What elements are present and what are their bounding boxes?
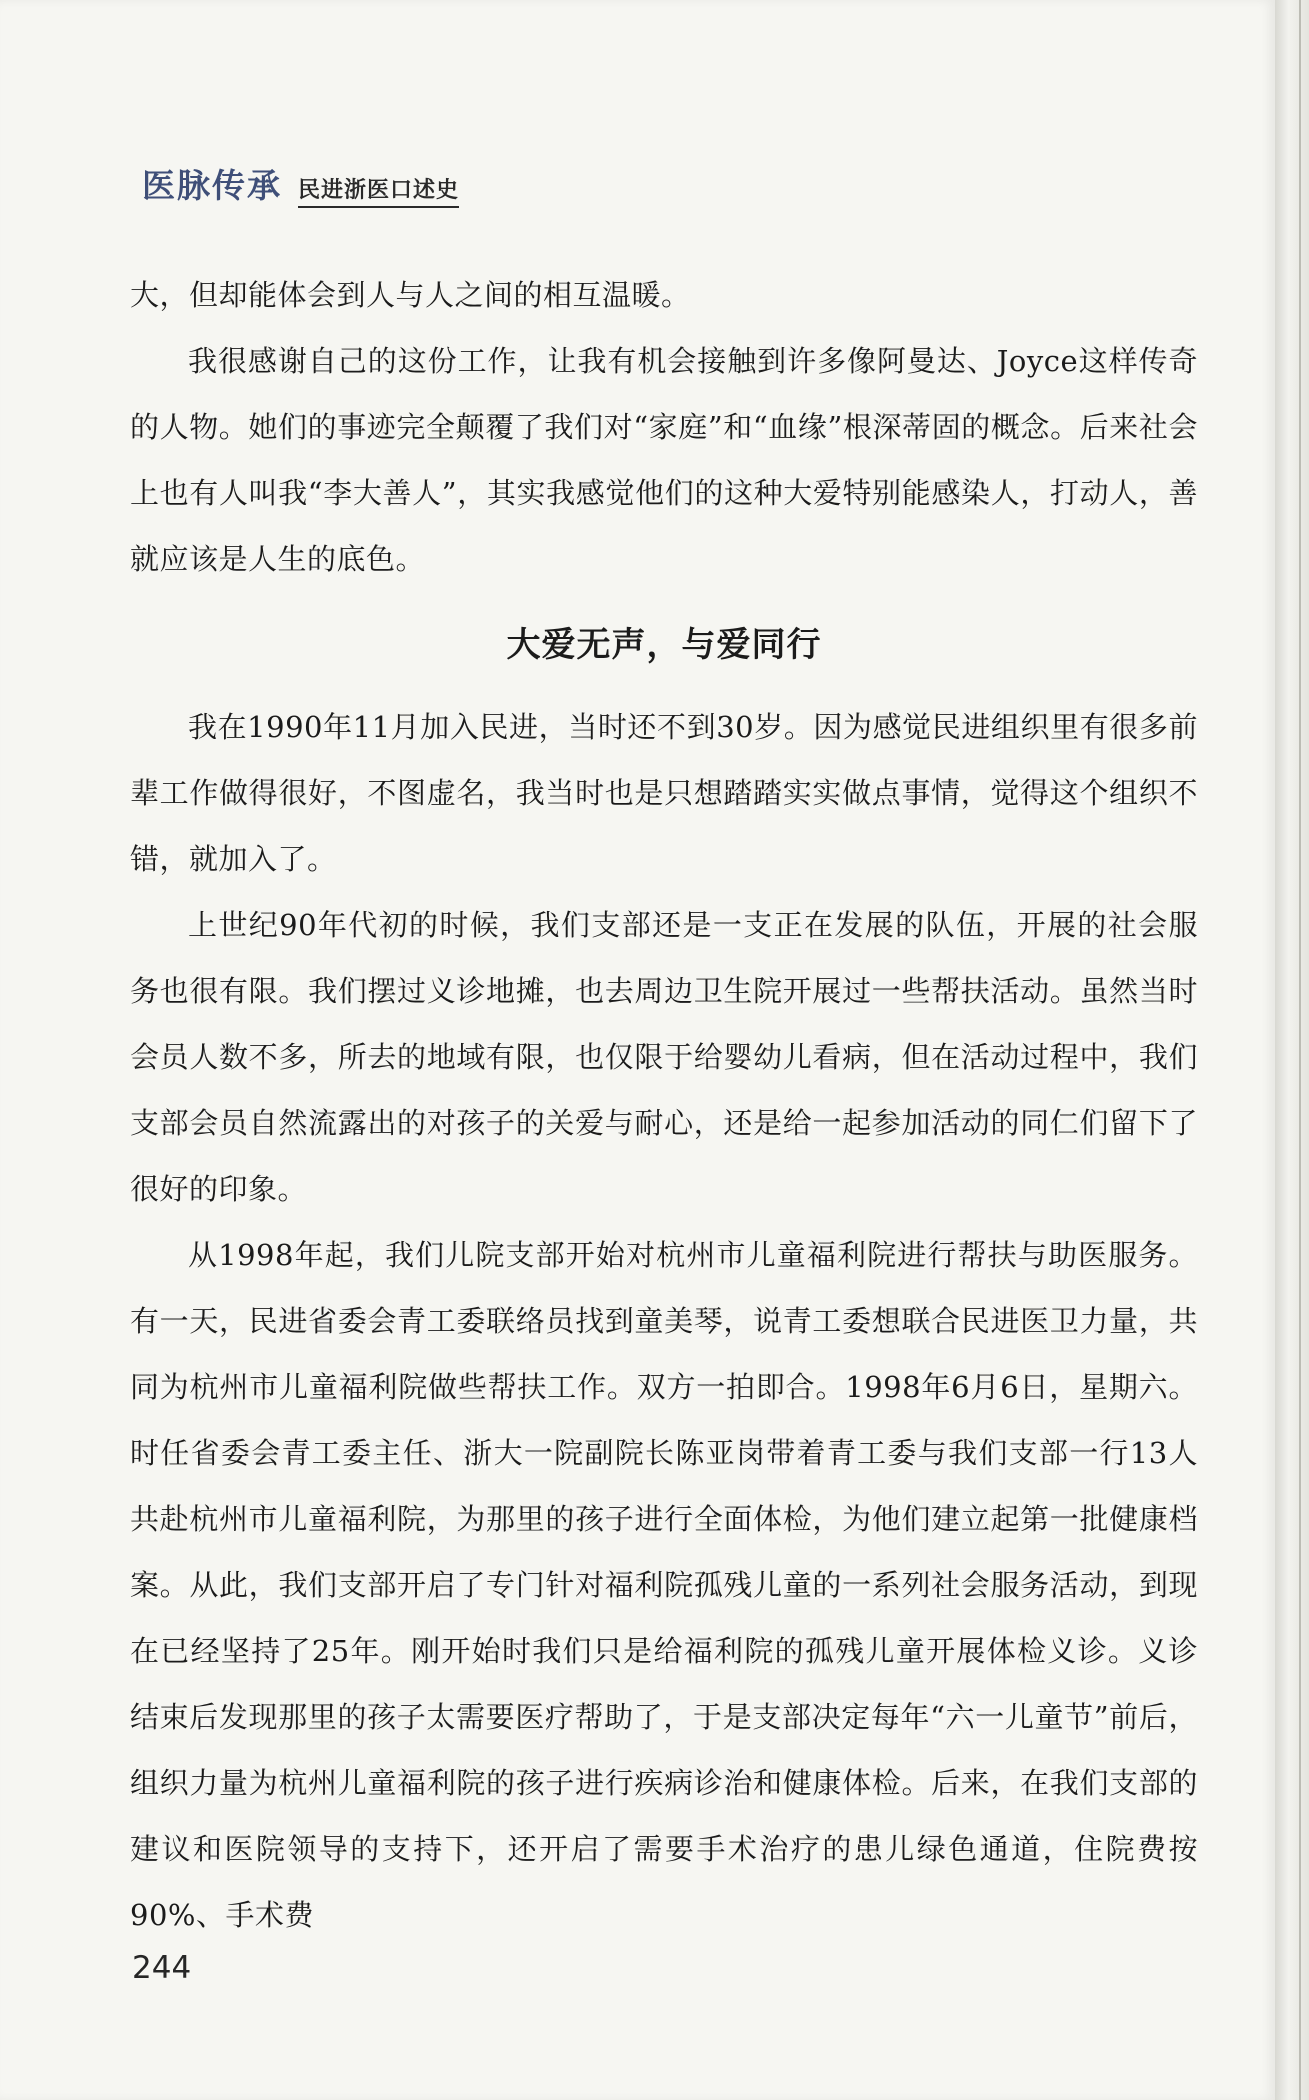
book-subtitle: 民进浙医口述史 [298, 173, 459, 208]
paragraph: 上世纪90年代初的时候，我们支部还是一支正在发展的队伍，开展的社会服务也很有限。我们摆过义诊地摊，也去周边卫生院开展过一些帮扶活动。虽然当时会员人数不多，所去的地域有限，也仅限于给婴幼儿看病，但在活动过程中，我们支部会员自然流露出的对孩子的关爱与耐心，还是给一起参加活动的同仁们留下了很好的印象。 [130, 908, 1198, 1206]
page-edge-line [1299, 0, 1301, 2100]
page-number: 244 [132, 1950, 192, 1986]
paragraph: 从1998年起，我们儿院支部开始对杭州市儿童福利院进行帮扶与助医服务。有一天，民进省委会青工委联络员找到童美琴，说青工委想联合民进医卫力量，共同为杭州市儿童福利院做些帮扶工作。双方一拍即合。1998年6月6日，星期六。时任省委会青工委主任、浙大一院副院长陈亚岗带着青工委与我们支部一行13人共赴杭州市儿童福利院，为那里的孩子进行全面体检，为他们建立起第一批健康档案。从此，我们支部开启了专门针对福利院孤残儿童的一系列社会服务活动，到现在已经坚持了25年。刚开始时我们只是给福利院的孤残儿童开展体检义诊。义诊结束后发现那里的孩子太需要医疗帮助了，于是支部决定每年“六一儿童节”前后，组织力量为杭州儿童福利院的孩子进行疾病诊治和健康体检。后来，在我们支部的建议和医院领导的支持下，还开启了需要手术治疗的患儿绿色通道，住院费按90%、手术费 [130, 1238, 1198, 1932]
book-title: 医脉传承 [142, 166, 282, 205]
running-header [142, 160, 459, 208]
paragraph: 我在1990年11月加入民进，当时还不到30岁。因为感觉民进组织里有很多前辈工作做得很好，不图虚名，我当时也是只想踏踏实实做点事情，觉得这个组织不错，就加入了。 [130, 710, 1198, 876]
paragraph: 我很感谢自己的这份工作，让我有机会接触到许多像阿曼达、Joyce这样传奇的人物。她们的事迹完全颠覆了我们对“家庭”和“血缘”根深蒂固的概念。后来社会上也有人叫我“李大善人”，其实我感觉他们的这种大爱特别能感染人，打动人，善就应该是人生的底色。 [130, 344, 1198, 576]
page-body [130, 262, 1198, 1948]
page-edge [1275, 0, 1309, 2100]
section-heading: 大爱无声，与爱同行 [506, 625, 822, 665]
paragraph: 大，但却能体会到人与人之间的相互温暖。 [130, 278, 691, 312]
